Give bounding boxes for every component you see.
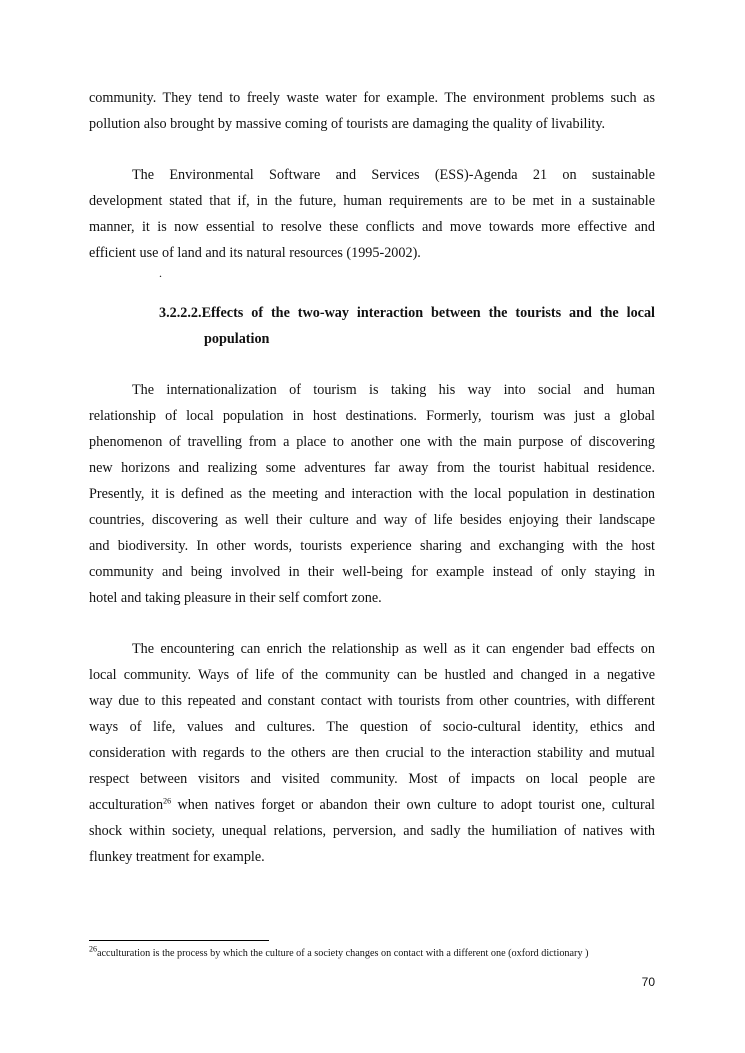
paragraph-3-line-8: community and being involved in their well-being for example instead of only staying in (89, 564, 655, 580)
paragraph-3-line-3: phenomenon of travelling from a place to another one with the main purpose of discovering (89, 434, 655, 450)
acculturation-term: acculturation (89, 797, 164, 813)
paragraph-4-line-7 (89, 797, 655, 813)
paragraph-2-line-3: manner, it is now essential to resolve these conflicts and move towards more effective and (89, 219, 655, 235)
page-number: 70 (641, 975, 655, 989)
paragraph-4-line-4: ways of life, values and cultures. The question of socio-cultural identity, ethics and (89, 719, 655, 735)
paragraph-4-line-3: way due to this repeated and constant contact with tourists from other countries, with different (89, 693, 655, 709)
footnote-marker: 26 (89, 944, 97, 954)
paragraph-3-line-1: The internationalization of tourism is taking his way into social and human (132, 382, 655, 398)
paragraph-4-line-1: The encountering can enrich the relationship as well as it can engender bad effects on (132, 641, 655, 657)
paragraph-3-line-9: hotel and taking pleasure in their self comfort zone. (89, 590, 382, 606)
paragraph-3-line-5: Presently, it is defined as the meeting and interaction with the local population in destination (89, 486, 655, 502)
paragraph-4-line-7-rest: when natives forget or abandon their own culture to adopt tourist one, cultural (171, 797, 655, 813)
paragraph-3-line-4: new horizons and realizing some adventures far away from the tourist habitual residence. (89, 460, 655, 476)
paragraph-2-line-2: development stated that if, in the future, human requirements are to be met in a sustainable (89, 193, 655, 209)
paragraph-2-line-1: The Environmental Software and Services (ESS)-Agenda 21 on sustainable (132, 167, 655, 183)
footnote-separator (89, 940, 269, 941)
footnote-reference-26[interactable]: 26 (163, 796, 172, 806)
paragraph-1-line-1: community. They tend to freely waste water for example. The environment problems such as (89, 90, 655, 106)
section-heading-continuation: population (204, 331, 270, 347)
paragraph-4-line-5: consideration with regards to the others are then crucial to the interaction stability and mutual (89, 745, 655, 761)
stray-dot: . (159, 266, 162, 280)
paragraph-3-line-6: countries, discovering as well their culture and way of life besides enjoying their landscape (89, 512, 655, 528)
paragraph-1-line-2: pollution also brought by massive coming of tourists are damaging the quality of livability. (89, 116, 606, 132)
paragraph-4-line-9: flunkey treatment for example. (89, 849, 265, 865)
paragraph-4-line-2: local community. Ways of life of the community can be hustled and changed in a negative (89, 667, 655, 683)
section-heading: 3.2.2.2.Effects of the two-way interaction between the tourists and the local (159, 305, 655, 321)
footnote (89, 944, 589, 961)
paragraph-2-line-4: efficient use of land and its natural resources (1995-2002). (89, 245, 421, 261)
footnote-text: acculturation is the process by which the culture of a society changes on contact with a different one (oxford dictionary ) (97, 948, 589, 959)
paragraph-3-line-7: and biodiversity. In other words, tourists experience sharing and exchanging with the host (89, 538, 655, 554)
paragraph-4-line-8: shock within society, unequal relations, perversion, and sadly the humiliation of natives with (89, 823, 655, 839)
paragraph-4-line-6: respect between visitors and visited community. Most of impacts on local people are (89, 771, 655, 787)
paragraph-3-line-2: relationship of local population in host destinations. Formerly, tourism was just a global (89, 408, 655, 424)
